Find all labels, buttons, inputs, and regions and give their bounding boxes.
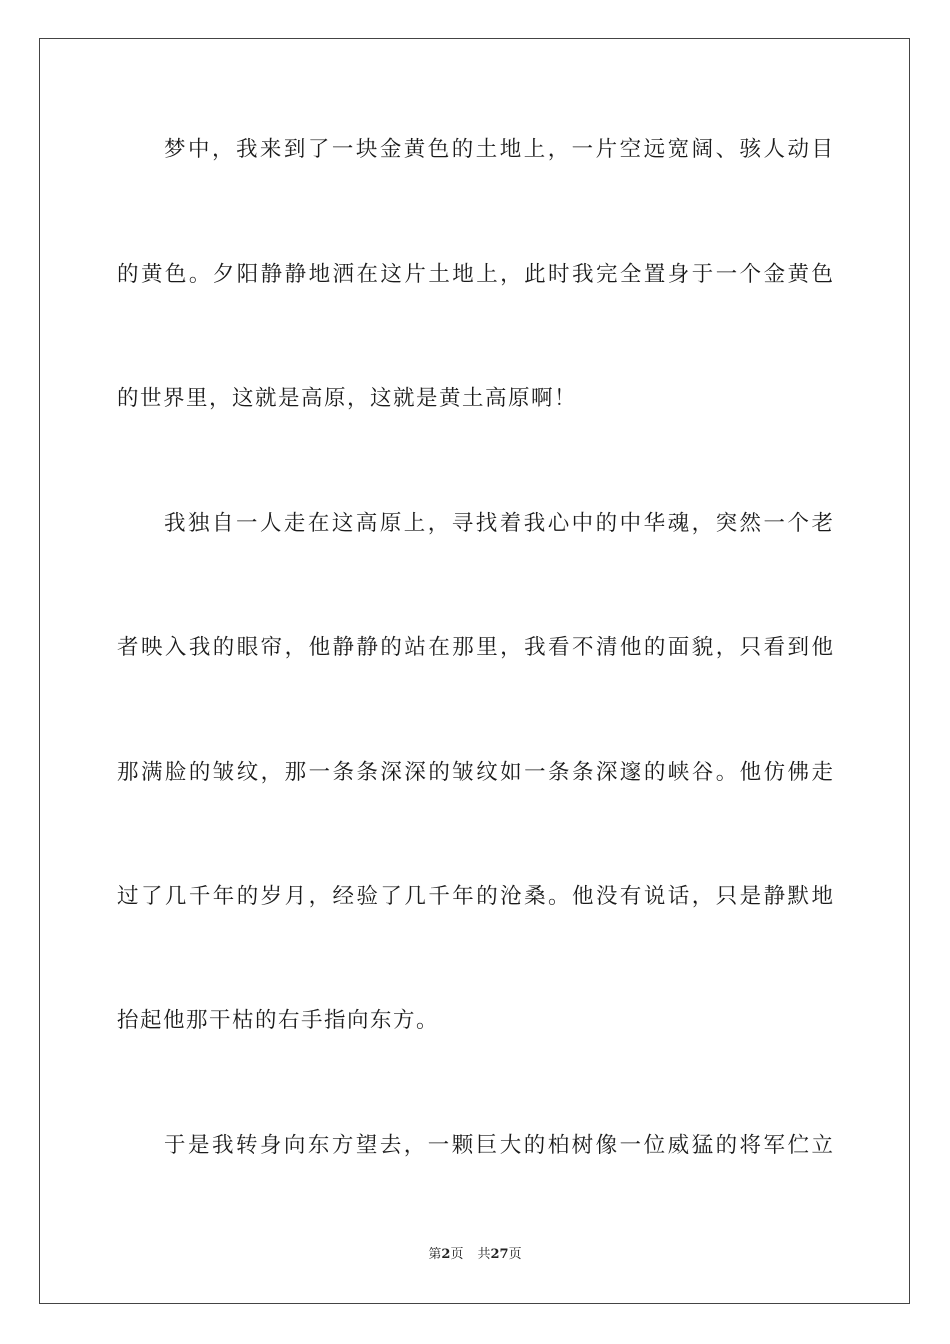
paragraph-3-line-1: 于是我转身向东方望去，一颗巨大的柏树像一位威猛的将军伫立: [164, 1133, 833, 1158]
paragraph-1-line-2: 的黄色。夕阳静静地洒在这片土地上，此时我完全置身于一个金黄色: [117, 262, 833, 287]
paragraph-1-line-3: 的世界里，这就是高原，这就是黄土高原啊！: [117, 386, 578, 411]
page-number: 2: [441, 1247, 451, 1262]
paragraph-2-line-3: 那满脸的皱纹，那一条条深深的皱纹如一条条深邃的峡谷。他仿佛走: [117, 760, 833, 785]
total-prefix: 共: [477, 1247, 491, 1262]
page-footer: [0, 1246, 950, 1264]
paragraph-2-line-1: 我独自一人走在这高原上，寻找着我心中的中华魂，突然一个老: [164, 511, 833, 536]
page-border: [39, 38, 910, 1304]
paragraph-2-line-4: 过了几千年的岁月，经验了几千年的沧桑。他没有说话，只是静默地: [117, 884, 833, 909]
paragraph-2-line-2: 者映入我的眼帘，他静静的站在那里，我看不清他的面貌，只看到他: [117, 635, 833, 660]
total-pages: 27: [490, 1247, 509, 1262]
page-prefix: 第: [428, 1247, 442, 1262]
paragraph-1-line-1: 梦中，我来到了一块金黄色的土地上，一片空远宽阔、骇人动目: [164, 137, 833, 162]
page-suffix: 页: [450, 1247, 464, 1262]
total-suffix: 页: [508, 1247, 522, 1262]
paragraph-2-line-5: 抬起他那干枯的右手指向东方。: [117, 1008, 440, 1033]
